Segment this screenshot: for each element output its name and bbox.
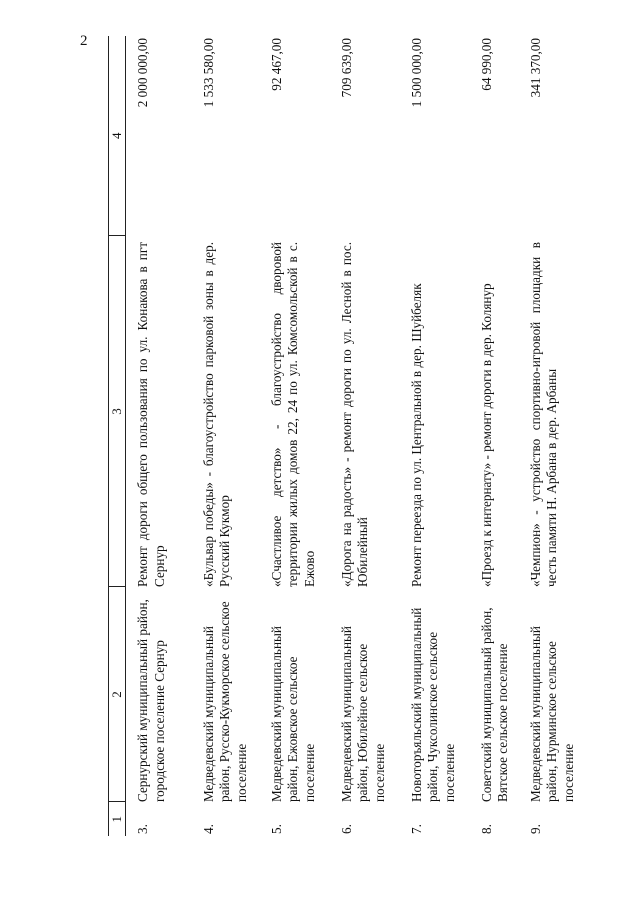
- sum-cell: 1 500 000,00: [408, 38, 424, 108]
- district-cell: Медведевский муниципальный район, Юбилейное сельское поселение: [338, 626, 387, 802]
- row-number: 9.: [527, 824, 543, 834]
- rotated-table-container: [108, 36, 608, 836]
- sum-cell: 92 467,00: [268, 38, 284, 91]
- column-header-2: 2: [109, 587, 126, 802]
- row-number: 7.: [408, 824, 424, 834]
- project-cell: Ремонт переезда по ул. Центральной в дер. Шуйбеляк: [408, 283, 424, 587]
- project-cell: «Бульвар победы» - благоустройство парковой зоны в дер. Русский Кукмор: [200, 242, 232, 587]
- row-number: 3.: [135, 824, 150, 834]
- table-row: [196, 36, 264, 836]
- table-row: [474, 36, 524, 836]
- column-header-3: 3: [109, 236, 126, 587]
- table-row: [404, 36, 474, 836]
- header-row: [109, 36, 126, 836]
- column-header-4: 4: [109, 36, 126, 236]
- sum-cell: 341 370,00: [527, 38, 543, 98]
- project-cell: «Счастливое детство» - благоустройство дворовой территории жилых домов 22, 24 по ул. Комсомольской в с. Ежово: [268, 242, 317, 587]
- row-number: 8.: [478, 824, 494, 834]
- project-cell: Ремонт дороги общего пользования по ул. Конакова в пгт Сернур: [135, 242, 167, 587]
- sum-cell: 64 990,00: [478, 38, 494, 91]
- row-number: 6.: [338, 824, 354, 834]
- page-number: 2: [80, 33, 88, 49]
- table-row: [126, 36, 196, 836]
- district-cell: Медведевский муниципальный район, Ежовское сельское поселение: [268, 626, 317, 802]
- column-header-1: 1: [109, 802, 126, 836]
- table-row: [524, 36, 584, 836]
- district-cell: Советский муниципальный район, Вятское сельское поселение: [478, 607, 510, 802]
- district-cell: Сернурский муниципальный район, городское поселение Сернур: [135, 599, 167, 802]
- table-row: [334, 36, 404, 836]
- project-cell: «Проезд к интернату» - ремонт дороги в дер. Колянур: [478, 283, 494, 587]
- sum-cell: 2 000 000,00: [135, 38, 150, 108]
- table-row: [264, 36, 334, 836]
- row-number: 4.: [200, 824, 216, 834]
- sum-cell: 1 533 580,00: [200, 38, 216, 108]
- project-cell: «Чемпион» - устройство спортивно-игровой площадки в честь памяти Н. Арбана в дер. Арбаны: [527, 242, 559, 587]
- district-cell: Новоторъяльский муниципальный район, Чуксолинское сельское поселение: [408, 607, 457, 802]
- row-number: 5.: [268, 824, 284, 834]
- district-cell: Медведевский муниципальный район, Русско-Кукморское сельское поселение: [200, 601, 249, 802]
- district-cell: Медведевский муниципальный район, Нурминское сельское поселение: [527, 626, 576, 802]
- projects-table: [108, 36, 584, 836]
- sum-cell: 709 639,00: [338, 38, 354, 98]
- project-cell: «Дорога на радость» - ремонт дороги по ул. Лесной в пос. Юбилейный: [338, 242, 370, 587]
